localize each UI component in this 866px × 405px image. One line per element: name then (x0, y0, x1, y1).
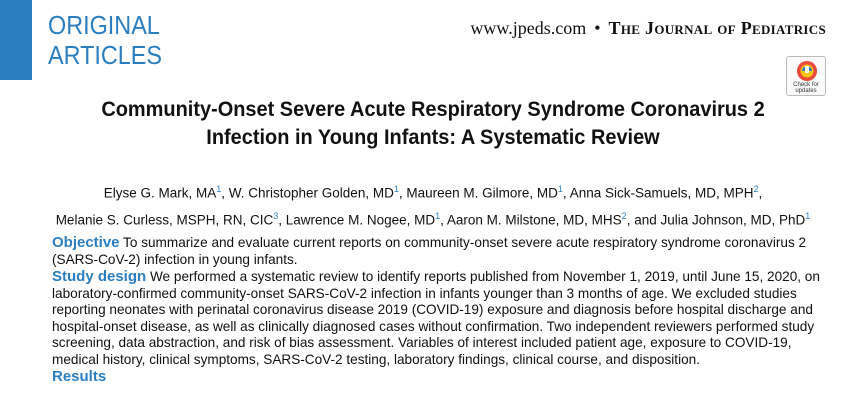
affiliation-marker[interactable]: 1 (557, 184, 563, 194)
journal-header (470, 18, 826, 39)
study-design-text: We performed a systematic review to identify reports published from November 1, 2019, until June 15, 2020, on laboratory-confirmed community-onset SARS-CoV-2 infection in infants younger than 3 months of age. We excluded studies reporting neonates with perinatal coronavirus disease 2019 (COVID-19) exposure and diagnosis before hospital discharge and hospital-onset disease, as well as clinically diagnosed cases without confirmation. Two independent reviewers performed study screening, data abstraction, and risk of bias assessment. Variables of interest included patient age, exposure to COVID-19, medical history, clinical symptoms, SARS-CoV-2 testing, laboratory findings, clinical course, and disposition. (52, 269, 820, 367)
results-heading: Results (52, 368, 107, 385)
abstract-study-design (52, 269, 828, 368)
affiliation-marker[interactable]: 1 (435, 210, 441, 221)
title-line1: Community-Onset Severe Acute Respiratory Syndrome Coronavirus 2 (101, 98, 765, 121)
check-for-updates-button[interactable] (786, 56, 826, 96)
abstract-objective (52, 235, 828, 268)
affiliation-marker[interactable]: 1 (805, 210, 811, 221)
author: Aaron M. Milstone, MD, MHS (446, 212, 622, 227)
section-label-line2: ARTICLES (48, 40, 163, 70)
author: Lawrence M. Nogee, MD (285, 212, 436, 227)
author: Maureen M. Gilmore, MD (406, 185, 558, 201)
objective-text: To summarize and evaluate current reports on community-onset severe acute respiratory syndrome coronavirus 2 (SARS-CoV-2) infection in young infants. (52, 235, 807, 267)
author: Anna Sick-Samuels, MD, MPH (569, 185, 754, 201)
author-list: Elyse G. Mark, $MA^1$, W. Christopher Golden, $MD^1$, Maureen M. Gilmore, $MD^1$, Anna Sick-Samuels, MD, MPH$^2$, Melanie S. Curless, MSPH, RN, CIC$^3$, Lawrence M. Nogee, $MD^1$, Aaron M. Milstone, MD, MHS$^2$, and Julia Johnson, MD, PhD$^1$ (55, 184, 811, 227)
study-design-heading: Study design (52, 268, 147, 285)
author: Julia Johnson, MD, PhD (660, 212, 806, 227)
affiliation-marker[interactable]: 1 (393, 184, 399, 194)
check-for-updates-icon (796, 60, 818, 82)
article-title (60, 96, 807, 152)
objective-heading: Objective (52, 234, 120, 251)
check-for-updates-label: Check for updates (793, 82, 819, 94)
affiliation-marker[interactable]: 2 (753, 184, 759, 194)
section-color-bar (0, 0, 32, 80)
journal-name: The Journal of Pediatrics (608, 18, 826, 38)
author: Melanie S. Curless, MSPH, RN, CIC (55, 212, 274, 227)
author: W. Christopher Golden, MD (228, 185, 394, 201)
affiliation-marker[interactable]: 3 (273, 210, 279, 221)
affiliation-marker[interactable]: 2 (621, 210, 627, 221)
title-line2: Infection in Young Infants: A Systematic Review (206, 126, 660, 149)
header-separator: • (594, 18, 601, 38)
section-label-line1: ORIGINAL (48, 10, 160, 40)
journal-url[interactable]: www.jpeds.com (470, 18, 587, 38)
author: Elyse G. Mark, MA (103, 185, 217, 201)
abstract-results (52, 369, 828, 386)
abstract (52, 235, 828, 387)
section-label (48, 10, 162, 70)
affiliation-marker[interactable]: 1 (216, 184, 222, 194)
